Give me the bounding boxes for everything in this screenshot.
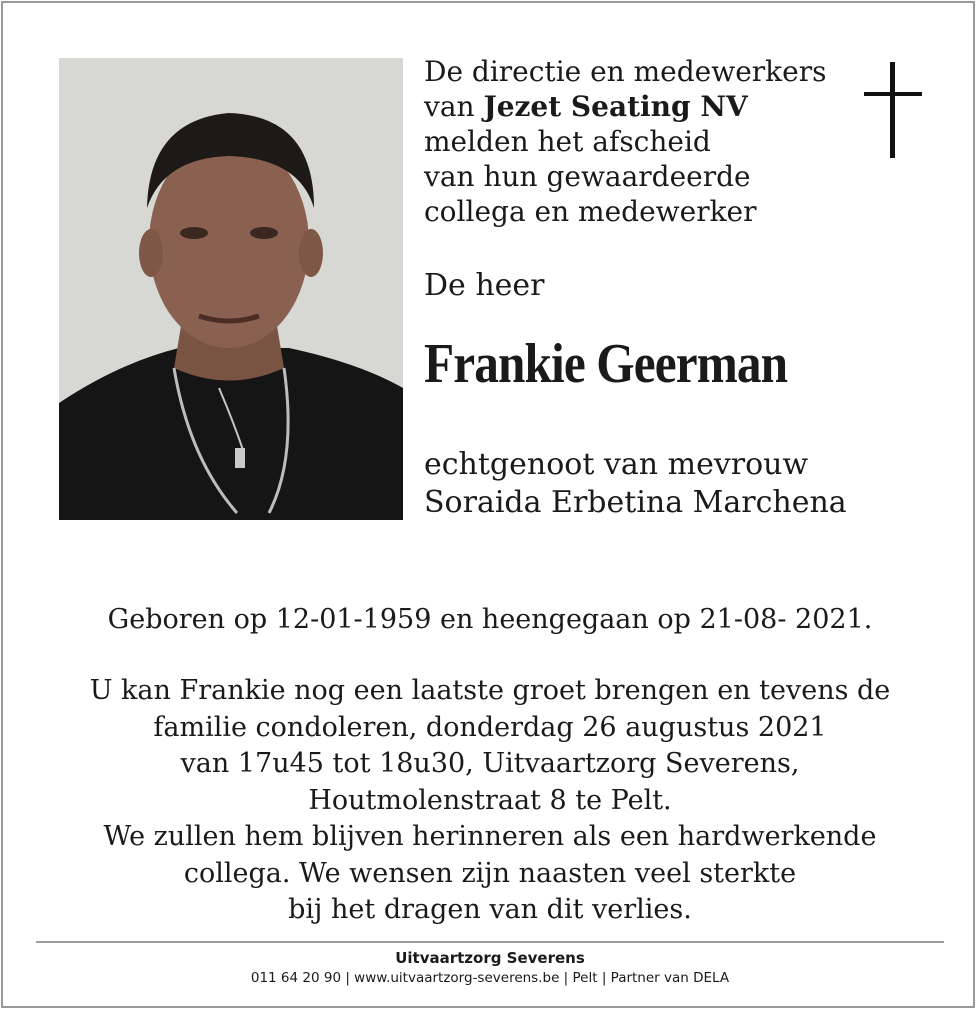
footer-info: 011 64 20 90 | www.uitvaartzorg-severens.be | Pelt | Partner van DELA <box>250 970 730 986</box>
salutation: De heer <box>424 268 545 303</box>
footer-title: Uitvaartzorg Severens <box>395 949 585 967</box>
company-name: Jezet Seating NV <box>483 90 748 123</box>
message-line: U kan Frankie nog een laatste groet brengen en tevens de <box>89 675 891 706</box>
intro-line-2 <box>424 89 844 124</box>
dates-line: Geboren op 12-01-1959 en heengegaan op 21-08- 2021. <box>107 604 873 635</box>
message-line: van 17u45 tot 18u30, Uitvaartzorg Severens, <box>180 748 800 779</box>
message-text <box>20 673 960 929</box>
deceased-name: Frankie Geerman <box>424 333 788 395</box>
message-line: We zullen hem blijven herinneren als een hardwerkende <box>103 821 877 852</box>
message-line: collega. We wensen zijn naasten veel sterkte <box>183 857 797 889</box>
message-line: bij het dragen van dit verlies. <box>288 894 692 925</box>
portrait-photo <box>59 58 403 520</box>
intro-line-4: van hun gewaardeerde <box>424 160 751 193</box>
spouse-line-1: echtgenoot van mevrouw <box>424 447 809 482</box>
intro-line-5: collega en medewerker <box>424 195 757 228</box>
intro-line-1: De directie en medewerkers <box>424 55 827 88</box>
portrait-image <box>59 58 403 520</box>
cross-icon <box>864 62 922 158</box>
message-line: familie condoleren, donderdag 26 augustus 2021 <box>153 711 827 743</box>
intro-line-2-prefix: van <box>424 90 484 123</box>
footer-divider <box>36 941 944 943</box>
spouse-text <box>424 446 847 522</box>
message-line: Houtmolenstraat 8 te Pelt. <box>308 784 672 816</box>
intro-text <box>424 54 844 229</box>
spouse-line-2: Soraida Erbetina Marchena <box>424 485 847 520</box>
intro-line-3: melden het afscheid <box>424 125 711 158</box>
